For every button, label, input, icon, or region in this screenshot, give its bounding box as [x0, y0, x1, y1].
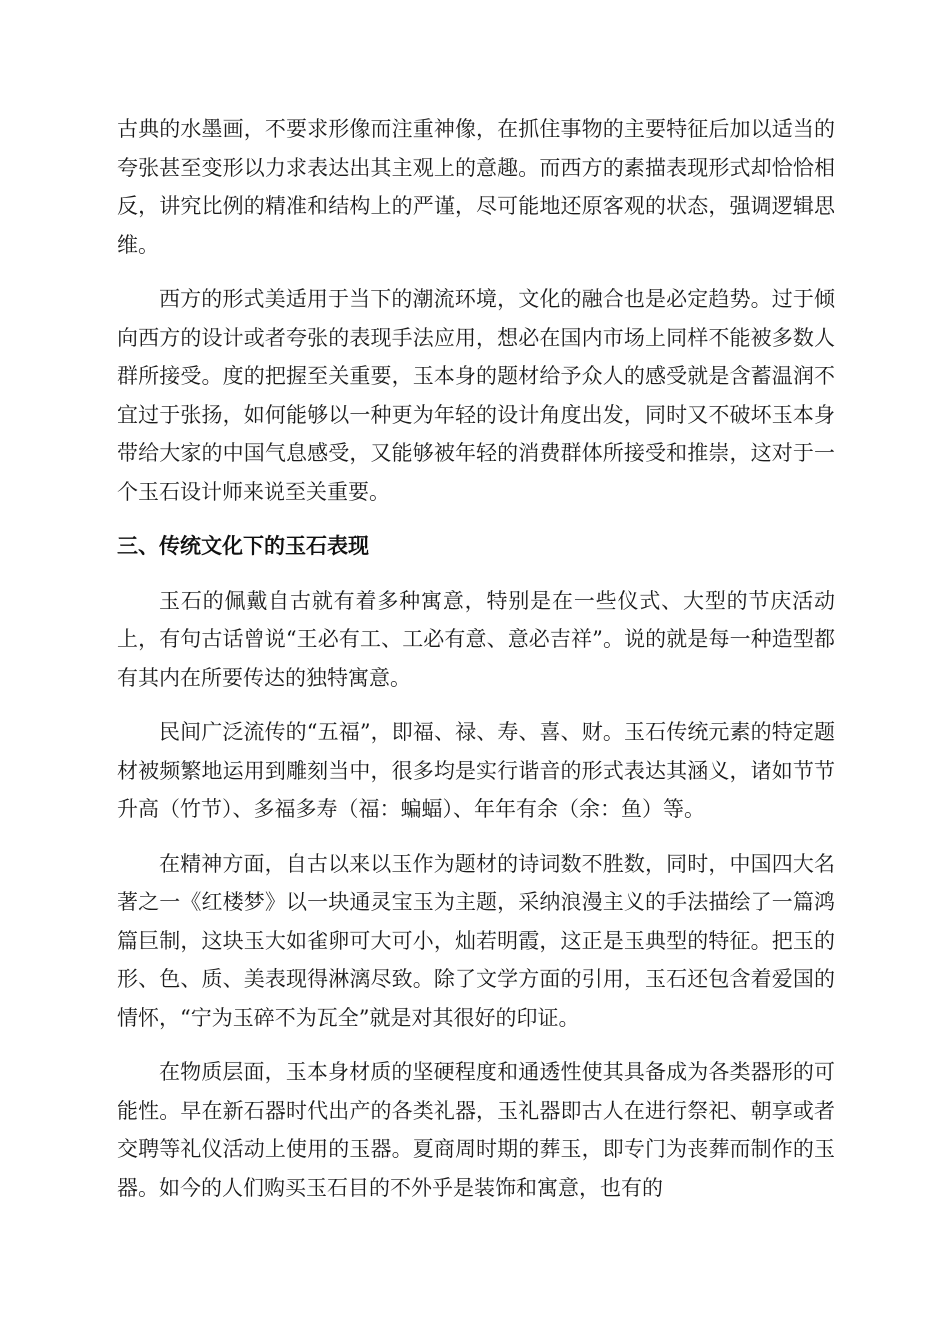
- paragraph: 在精神方面，自古以来以玉作为题材的诗词数不胜数，同时，中国四大名著之一《红楼梦》以一块通灵宝玉为主题，采纳浪漫主义的手法描绘了一篇鸿篇巨制，这块玉大如雀卵可大可小，灿若明霞，这正是玉典型的特征。把玉的形、色、质、美表现得淋漓尽致。除了文学方面的引用，玉石还包含着爱国的情怀，“宁为玉碎不为瓦全”就是对其很好的印证。: [117, 851, 835, 1030]
- paragraph: 玉石的佩戴自古就有着多种寓意，特别是在一些仪式、大型的节庆活动上，有句古话曾说“王必有工、工必有意、意必吉祥”。说的就是每一种造型都有其内在所要传达的独特寓意。: [117, 588, 835, 690]
- paragraph: 西方的形式美适用于当下的潮流环境，文化的融合也是必定趋势。过于倾向西方的设计或者夸张的表现手法应用，想必在国内市场上同样不能被多数人群所接受。度的把握至关重要，玉本身的题材给予众人的感受就是含蓄温润不宜过于张扬，如何能够以一种更为年轻的设计角度出发，同时又不破坏玉本身带给大家的中国气息感受，又能够被年轻的消费群体所接受和推崇，这对于一个玉石设计师来说至关重要。: [117, 287, 835, 504]
- paragraph: 民间广泛流传的“五福”，即福、禄、寿、喜、财。玉石传统元素的特定题材被频繁地运用到雕刻当中，很多均是实行谐音的形式表达其涵义，诸如节节升高（竹节）、多福多寿（福：蝙蝠）、年年有余（余：鱼）等。: [117, 720, 835, 821]
- paragraph-continued: 古典的水墨画，不要求形像而注重神像，在抓住事物的主要特征后加以适当的夸张甚至变形以力求表达出其主观上的意趣。而西方的素描表现形式却恰恰相反，讲究比例的精准和结构上的严谨，尽可能地还原客观的状态，强调逻辑思维。: [117, 117, 835, 257]
- document-body: [117, 110, 835, 1223]
- paragraph: 在物质层面，玉本身材质的坚硬程度和通透性使其具备成为各类器形的可能性。早在新石器时代出产的各类礼器，玉礼器即古人在进行祭祀、朝享或者交聘等礼仪活动上使用的玉器。夏商周时期的葬玉，即专门为丧葬而制作的玉器。如今的人们购买玉石目的不外乎是装饰和寓意，也有的: [117, 1060, 835, 1200]
- section-heading: 三、传统文化下的玉石表现: [117, 534, 369, 558]
